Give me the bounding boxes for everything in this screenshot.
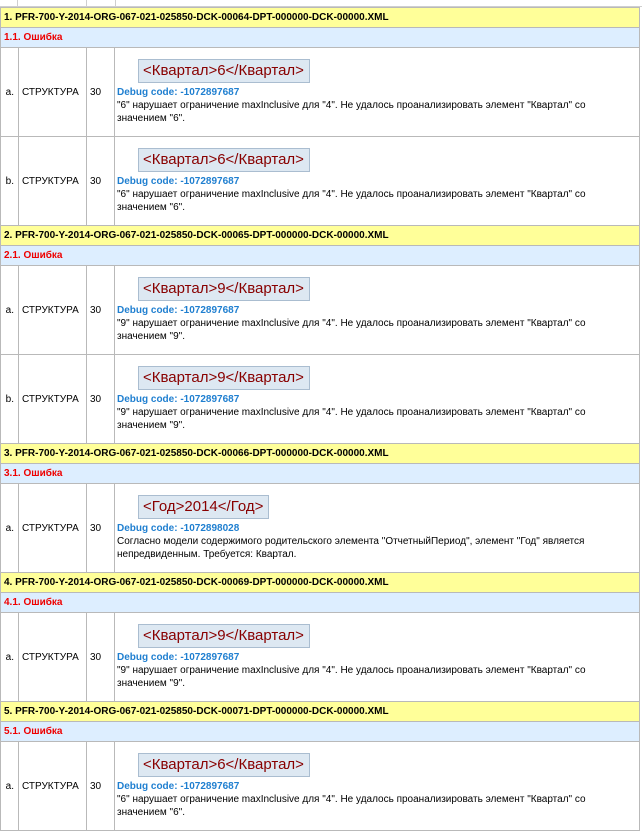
error-type: СТРУКТУРА — [19, 613, 87, 702]
error-message: "6" нарушает ограничение maxInclusive для "4". Не удалось проанализировать элемент "Квартал" со значением "6". — [117, 793, 586, 818]
error-detail-row — [1, 355, 640, 444]
error-message: "6" нарушает ограничение maxInclusive для "4". Не удалось проанализировать элемент "Квартал" со значением "6". — [117, 188, 586, 213]
row-letter: b. — [1, 137, 19, 226]
error-group-title: 3.1. Ошибка — [1, 464, 640, 484]
error-type: СТРУКТУРА — [19, 355, 87, 444]
top-partial-row — [0, 0, 642, 7]
file-title: 3. PFR-700-Y-2014-ORG-067-021-025850-DCK-00066-DPT-000000-DCK-00000.XML — [1, 444, 640, 464]
row-letter: a. — [1, 48, 19, 137]
debug-code: Debug code: -1072897687 — [117, 86, 240, 98]
error-detail-row — [1, 484, 640, 573]
file-header-row — [1, 8, 640, 28]
error-number: 30 — [87, 137, 115, 226]
error-number: 30 — [87, 48, 115, 137]
error-group-row — [1, 722, 640, 742]
debug-code: Debug code: -1072897687 — [117, 780, 240, 792]
xml-element-tag: <Квартал>9</Квартал> — [138, 366, 310, 390]
error-number: 30 — [87, 355, 115, 444]
error-message: "6" нарушает ограничение maxInclusive для "4". Не удалось проанализировать элемент "Квартал" со значением "6". — [117, 99, 586, 124]
error-detail-row — [1, 613, 640, 702]
error-number: 30 — [87, 613, 115, 702]
error-type: СТРУКТУРА — [19, 484, 87, 573]
error-group-title: 1.1. Ошибка — [1, 28, 640, 48]
error-group-title: 5.1. Ошибка — [1, 722, 640, 742]
error-detail — [115, 355, 640, 444]
xml-element-tag: <Квартал>6</Квартал> — [138, 148, 310, 172]
file-title: 1. PFR-700-Y-2014-ORG-067-021-025850-DCK-00064-DPT-000000-DCK-00000.XML — [1, 8, 640, 28]
row-letter: b. — [1, 355, 19, 444]
error-detail — [115, 742, 640, 831]
error-detail-row — [1, 266, 640, 355]
error-group-row — [1, 593, 640, 613]
error-group-title: 2.1. Ошибка — [1, 246, 640, 266]
debug-code: Debug code: -1072897687 — [117, 175, 240, 187]
error-type: СТРУКТУРА — [19, 48, 87, 137]
xml-element-tag: <Квартал>9</Квартал> — [138, 277, 310, 301]
file-title: 4. PFR-700-Y-2014-ORG-067-021-025850-DCK-00069-DPT-000000-DCK-00000.XML — [1, 573, 640, 593]
xml-element-tag: <Квартал>6</Квартал> — [138, 59, 310, 83]
error-detail — [115, 613, 640, 702]
error-message: Согласно модели содержимого родительского элемента "ОтчетныйПериод", элемент "Год" является непредвиденным. Требуется: Квартал. — [117, 535, 585, 560]
error-detail-row — [1, 48, 640, 137]
row-letter: a. — [1, 266, 19, 355]
error-number: 30 — [87, 266, 115, 355]
row-letter: a. — [1, 484, 19, 573]
report-body — [1, 8, 640, 831]
error-group-row — [1, 464, 640, 484]
file-header-row — [1, 573, 640, 593]
error-detail-row — [1, 137, 640, 226]
error-group-title: 4.1. Ошибка — [1, 593, 640, 613]
file-title: 2. PFR-700-Y-2014-ORG-067-021-025850-DCK-00065-DPT-000000-DCK-00000.XML — [1, 226, 640, 246]
xml-element-tag: <Год>2014</Год> — [138, 495, 269, 519]
error-type: СТРУКТУРА — [19, 742, 87, 831]
debug-code: Debug code: -1072898028 — [117, 522, 240, 534]
error-group-row — [1, 28, 640, 48]
error-message: "9" нарушает ограничение maxInclusive для "4". Не удалось проанализировать элемент "Квартал" со значением "9". — [117, 406, 586, 431]
error-message: "9" нарушает ограничение maxInclusive для "4". Не удалось проанализировать элемент "Квартал" со значением "9". — [117, 317, 586, 342]
error-detail — [115, 137, 640, 226]
error-detail — [115, 484, 640, 573]
file-title: 5. PFR-700-Y-2014-ORG-067-021-025850-DCK-00071-DPT-000000-DCK-00000.XML — [1, 702, 640, 722]
error-message: "9" нарушает ограничение maxInclusive для "4". Не удалось проанализировать элемент "Квартал" со значением "9". — [117, 664, 586, 689]
file-header-row — [1, 702, 640, 722]
file-header-row — [1, 444, 640, 464]
error-number: 30 — [87, 742, 115, 831]
error-number: 30 — [87, 484, 115, 573]
debug-code: Debug code: -1072897687 — [117, 304, 240, 316]
xml-element-tag: <Квартал>9</Квартал> — [138, 624, 310, 648]
debug-code: Debug code: -1072897687 — [117, 393, 240, 405]
xml-element-tag: <Квартал>6</Квартал> — [138, 753, 310, 777]
error-type: СТРУКТУРА — [19, 266, 87, 355]
row-letter: a. — [1, 742, 19, 831]
file-header-row — [1, 226, 640, 246]
validation-report-table — [0, 7, 640, 831]
error-group-row — [1, 246, 640, 266]
error-detail-row — [1, 742, 640, 831]
error-detail — [115, 48, 640, 137]
error-detail — [115, 266, 640, 355]
row-letter: a. — [1, 613, 19, 702]
error-type: СТРУКТУРА — [19, 137, 87, 226]
debug-code: Debug code: -1072897687 — [117, 651, 240, 663]
